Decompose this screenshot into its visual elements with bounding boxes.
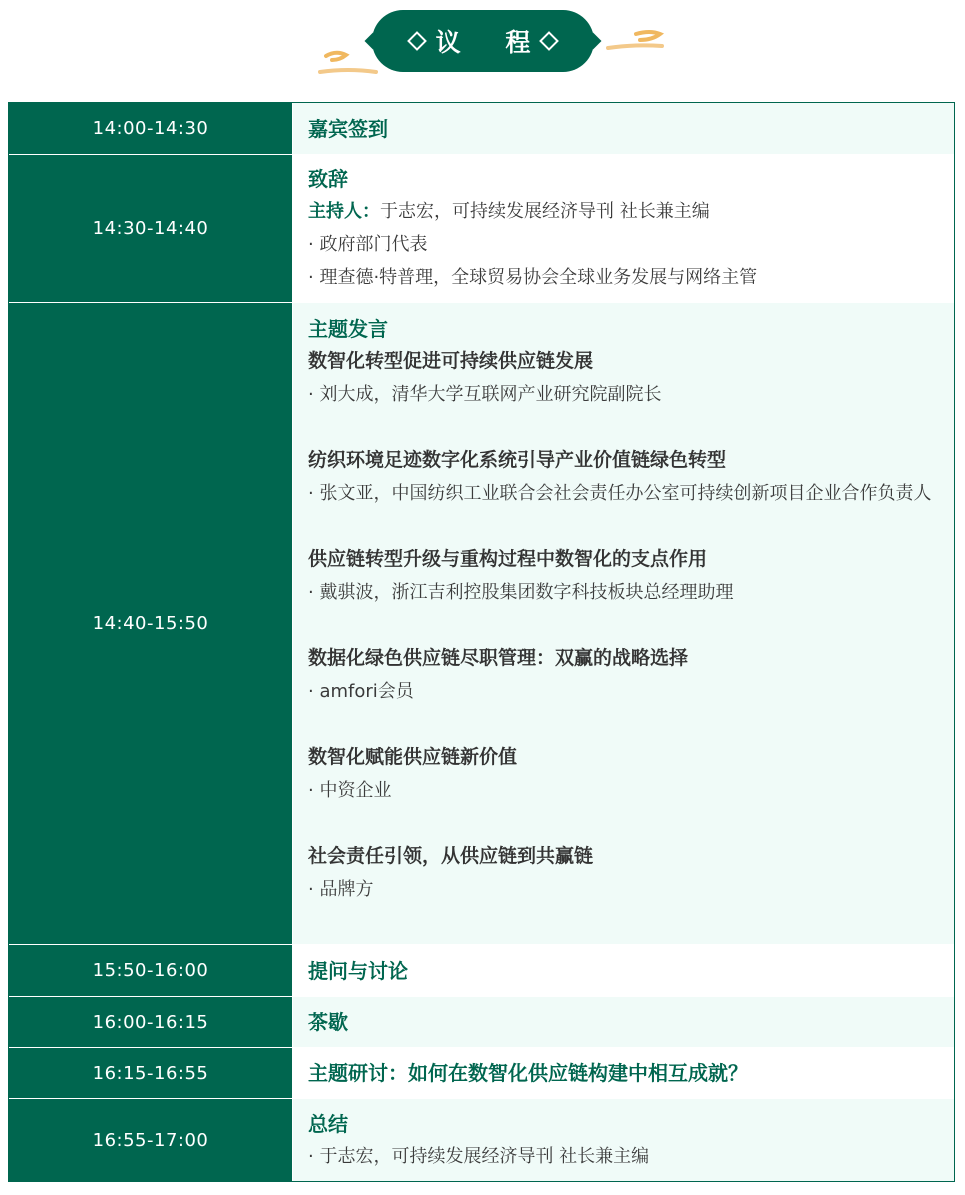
talk-item xyxy=(308,840,942,906)
agenda-time: 16:00-16:15 xyxy=(9,997,293,1047)
agenda-content xyxy=(293,155,954,302)
speaker-item: · 政府部门代表 xyxy=(308,234,428,255)
talk-title: 供应链转型升级与重构过程中数智化的支点作用 xyxy=(308,548,708,570)
agenda-row xyxy=(9,1048,954,1099)
diamond-icon xyxy=(407,31,427,51)
cloud-ornament-right-icon xyxy=(606,28,666,54)
agenda-row xyxy=(9,997,954,1048)
talk-title: 数智化赋能供应链新价值 xyxy=(308,746,518,768)
agenda-row xyxy=(9,155,954,303)
agenda-item-title: 主题研讨：如何在数智化供应链构建中相互成就？ xyxy=(308,1061,748,1085)
talk-speaker: · 中资企业 xyxy=(308,780,392,801)
agenda-title-badge xyxy=(372,10,594,72)
agenda-time: 15:50-16:00 xyxy=(9,945,293,996)
host-name: 于志宏，可持续发展经济导刊 社长兼主编 xyxy=(380,201,710,222)
talk-title: 数智化转型促进可持续供应链发展 xyxy=(308,350,594,372)
agenda-time: 16:55-17:00 xyxy=(9,1099,293,1181)
talk-speaker: · 张文亚，中国纺织工业联合会社会责任办公室可持续创新项目企业合作负责人 xyxy=(308,483,932,504)
agenda-header xyxy=(0,0,965,100)
talk-item xyxy=(308,345,942,411)
agenda-content xyxy=(293,997,954,1047)
speaker-item: · 于志宏，可持续发展经济导刊 社长兼主编 xyxy=(308,1145,650,1167)
agenda-item-title: 致辞 xyxy=(308,167,348,191)
agenda-time: 14:00-14:30 xyxy=(9,103,293,154)
agenda-row xyxy=(9,303,954,945)
host-label: 主持人： xyxy=(308,201,380,222)
agenda-item-title: 主题发言 xyxy=(308,317,388,341)
page-title: 议 程 xyxy=(435,28,549,57)
agenda-item-title: 嘉宾签到 xyxy=(308,116,388,141)
agenda-time: 16:15-16:55 xyxy=(9,1048,293,1098)
agenda-row xyxy=(9,945,954,997)
agenda-content xyxy=(293,103,954,154)
talk-speaker: · 刘大成，清华大学互联网产业研究院副院长 xyxy=(308,384,662,405)
talk-speaker: · 品牌方 xyxy=(308,879,374,900)
speaker-item: · 理查德·特普理，全球贸易协会全球业务发展与网络主管 xyxy=(308,267,758,288)
agenda-content xyxy=(293,945,954,996)
agenda-table xyxy=(8,102,955,1182)
talk-title: 社会责任引领，从供应链到共赢链 xyxy=(308,845,594,867)
agenda-content xyxy=(293,303,954,944)
agenda-row xyxy=(9,1099,954,1181)
agenda-item-title: 茶歇 xyxy=(308,1010,348,1034)
talk-title: 数据化绿色供应链尽职管理：双赢的战略选择 xyxy=(308,647,689,669)
agenda-time: 14:30-14:40 xyxy=(9,155,293,302)
agenda-row xyxy=(9,103,954,155)
talk-item xyxy=(308,543,942,609)
agenda-item-title: 总结 xyxy=(308,1111,348,1136)
talk-title: 纺织环境足迹数字化系统引导产业价值链绿色转型 xyxy=(308,449,727,471)
host-line xyxy=(308,195,942,228)
talk-speaker: · amfori会员 xyxy=(308,681,414,702)
talk-item xyxy=(308,741,942,807)
talk-speaker: · 戴骐波，浙江吉利控股集团数字科技板块总经理助理 xyxy=(308,582,734,603)
talk-item xyxy=(308,642,942,708)
agenda-content xyxy=(293,1048,954,1098)
talk-item xyxy=(308,444,942,510)
cloud-ornament-left-icon xyxy=(318,48,378,78)
agenda-content xyxy=(293,1099,954,1181)
agenda-item-title: 提问与讨论 xyxy=(308,958,408,983)
agenda-time: 14:40-15:50 xyxy=(9,303,293,944)
